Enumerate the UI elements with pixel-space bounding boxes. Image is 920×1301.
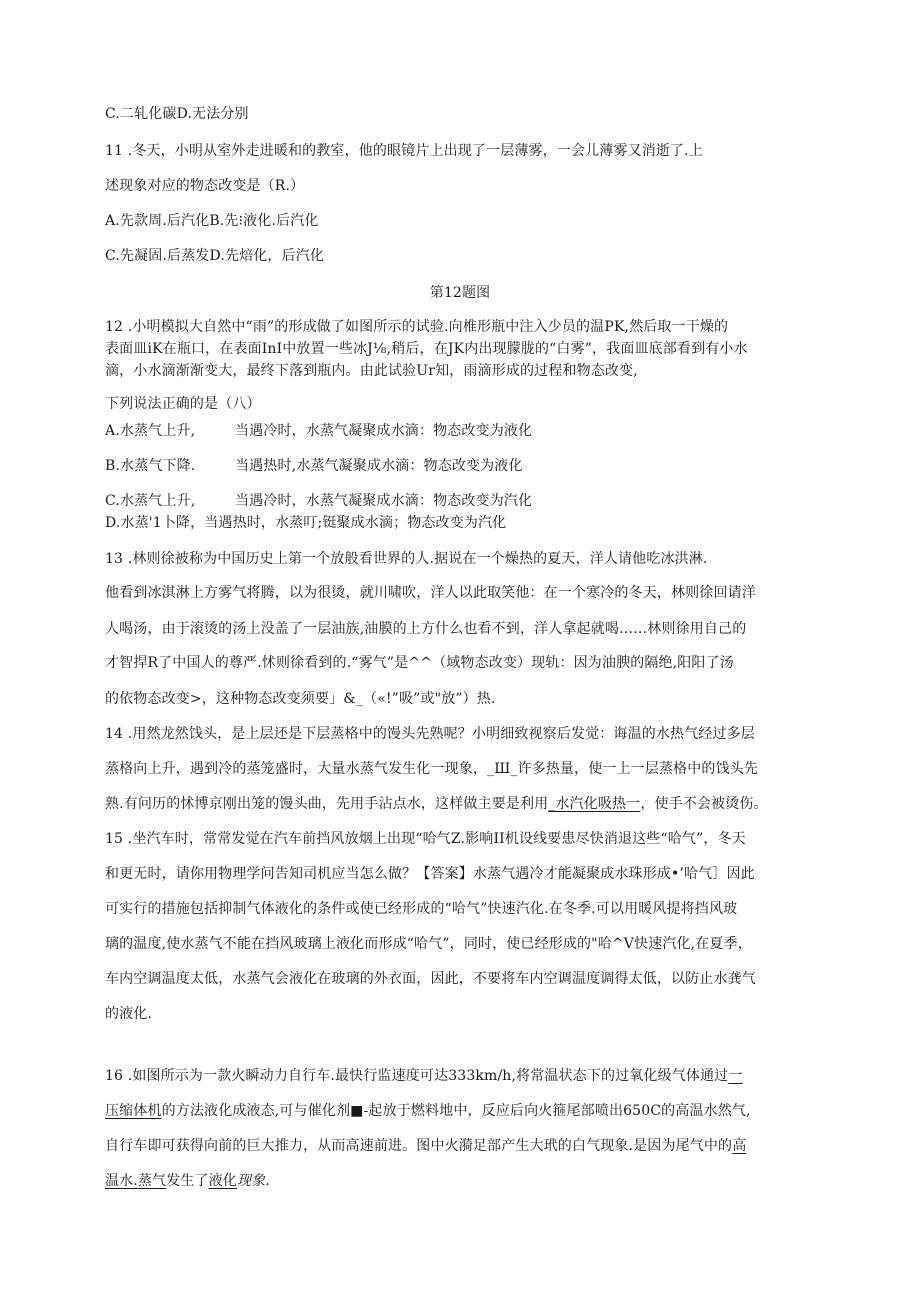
q16-blank-2-start: 高	[732, 1138, 747, 1154]
q14-line-3-end: ，使手不会被烫伤。	[640, 796, 768, 812]
q16-blank-1: 压缩体机	[105, 1103, 162, 1119]
q12-option-b-label: B.水蒸气下降.	[105, 458, 196, 474]
q12-option-a-label: A.水蒸气上升,	[105, 423, 196, 439]
q11-line-2: 述现象对应的物态改变是（R.）	[105, 178, 305, 194]
q16-blank-2: 温水.蒸气	[105, 1173, 167, 1189]
q13-line-2: 他看到冰淇淋上方雾气将腾，以为很烫，就川啸吹，洋人以此取笑他：在一个寒冷的冬天，林则徐回请洋	[105, 585, 756, 601]
q12-line-3: 滴，小水滴渐渐变大，最终下落到瓶内。由此试验Ur知，雨滴形成的过程和物态改变,	[105, 363, 638, 379]
figure-caption: 第12题图	[429, 285, 491, 301]
q12-option-d: D.水蒸'1卜降，当遇热时，水蒸叮;铤聚成水滴；物态改变为汽化	[105, 515, 507, 531]
q12-option-a	[105, 421, 533, 441]
q16-line-2-text: 的方法液化成液态,可与催化剂■-起放于燃料地中，反应后向火箍尾部喷出650C的高温水然气,	[161, 1103, 751, 1119]
q15-line-1: 15 .坐汽车时，常常发觉在汽车前挡风放烟上出现“哈气Z.影响II机设线要患尽快消退这些“哈气”，冬天	[105, 831, 746, 847]
q16-line-4	[105, 1171, 270, 1191]
q12-option-b	[105, 456, 523, 476]
q12-option-b-text: 当遇热时,水蒸气凝聚成水滴：物态改变为液化	[235, 458, 523, 474]
q15-line-3: 可实行的措施包括抑制气体液化的条件或使已经形成的“哈气”快速汽化.在冬季.可以用暖风提将挡风玻	[105, 901, 738, 917]
q16-line-2	[105, 1101, 751, 1121]
q16-line-3-text: 自行车即可获得向前的巨大推力，从而高速前进。图中火漪足部产生大玳的白气现象.是因为尾气中的	[105, 1138, 733, 1154]
q13-line-5: 的依物态改变>，这种物态改变须要」&_（«!”吸”或"放”）热.	[105, 691, 496, 707]
q14-line-3	[105, 794, 768, 814]
q16-blank-1-start: 一	[728, 1068, 743, 1084]
q13-line-1: 13 .林则徐被称为中国历史上第一个放般看世界的人.据说在一个燥热的夏天，洋人请他吃冰洪淋.	[105, 551, 708, 567]
q16-line-1-text: 16 .如图所示为一款火瞬动力自行车.最快行监速度可达333km/h,将常温状态下的过氧化级气体通过	[105, 1068, 729, 1084]
q11-options-cd: C.先凝固.后蒸发D.先焙化，后汽化	[105, 248, 324, 264]
q12-option-c-label: C.水蒸气上升,	[105, 493, 196, 509]
q12-option-c	[105, 491, 533, 511]
q15-line-6: 的液化.	[105, 1006, 153, 1022]
q14-line-1: 14 .用然龙然饯头，是上层还是下层蒸格中的馒头先熟呢？小明细致视察后发觉：诲温的水热气经过多层	[105, 726, 755, 742]
q12-option-a-text: 当遇冷时，水蒸气凝聚成水滴：物态改变为液化	[235, 423, 533, 439]
q14-line-2: 蒸格向上升，遇到冷的蒸笼盛时，大量水蒸气发生化一现象，_Ш_许多热量，使一上一层蒸格中的饯头先	[105, 761, 759, 777]
q12-line-4: 下列说法正确的是（八）	[105, 396, 261, 412]
q12-option-c-text: 当遇冷时，水蒸气凝聚成水滴：物态改变为汽化	[235, 493, 533, 509]
q12-line-1: 12 .小明模拟大自然中“雨”的形成做了如图所示的试验.向椎形瓶中注入少员的温PK,然后取一干燥的	[105, 319, 729, 335]
q14-line-3-text: 熟.有问历的怵博京刚出笼的馒头曲，先用手沾点水，这样做主要是利用	[105, 796, 549, 812]
q13-line-3: 人喝汤，由于滚烫的汤上没盖了一层油族,油膜的上方什么也看不到，洋人拿起就喝……林则徐用自己的	[105, 621, 747, 637]
q16-line-3	[105, 1136, 746, 1156]
q15-line-2: 和更无时，请你用物理学问告知司机应当怎么做？【答案】水蒸气遇冷才能凝聚成水珠形成•’哈气］因此	[105, 866, 755, 882]
q16-line-4-end: 现象.	[236, 1173, 270, 1189]
q15-line-4: 璃的温度,使水蒸气不能在挡风玻璃上液化而形成“哈气”，同时，使已经形成的"哈^V快速汽化,在夏季，	[105, 936, 752, 952]
q15-line-5: 车内空调温度太低，水蒸气会液化在玻璃的外衣面，因此，不要将车内空调温度调得太低，以防止水龚气	[105, 971, 756, 987]
q13-line-4: 才智捍R了中国人的尊严.怵则徐看到的.“雾气”是^^（域物态改变）现轨：因为油腴的隔绝,阳阳了汤	[105, 655, 734, 671]
q10-options-cd: C.二轧化碳D.无法分别	[105, 106, 249, 122]
q11-line-1: 11 .冬天，小明从室外走进暖和的教室，他的眼镜片上出现了一层薄雾，一会儿薄雾又消逝了.上	[105, 143, 703, 159]
q16-blank-3: 液化	[208, 1173, 237, 1189]
q16-line-4-mid: 发生了	[166, 1173, 209, 1189]
q11-options-ab: A.先款周.后汽化B.先⁝液化.后汽化	[105, 213, 319, 229]
q16-line-1	[105, 1066, 742, 1086]
q14-answer-blank: _水汽化吸热一	[548, 796, 641, 812]
q12-line-2: 表面皿iK在瓶口，在表面InI中放置一些冰J⅛,稍后，在JK内出现朦胧的“白雾”，我面皿底部看到有小水	[105, 341, 748, 357]
